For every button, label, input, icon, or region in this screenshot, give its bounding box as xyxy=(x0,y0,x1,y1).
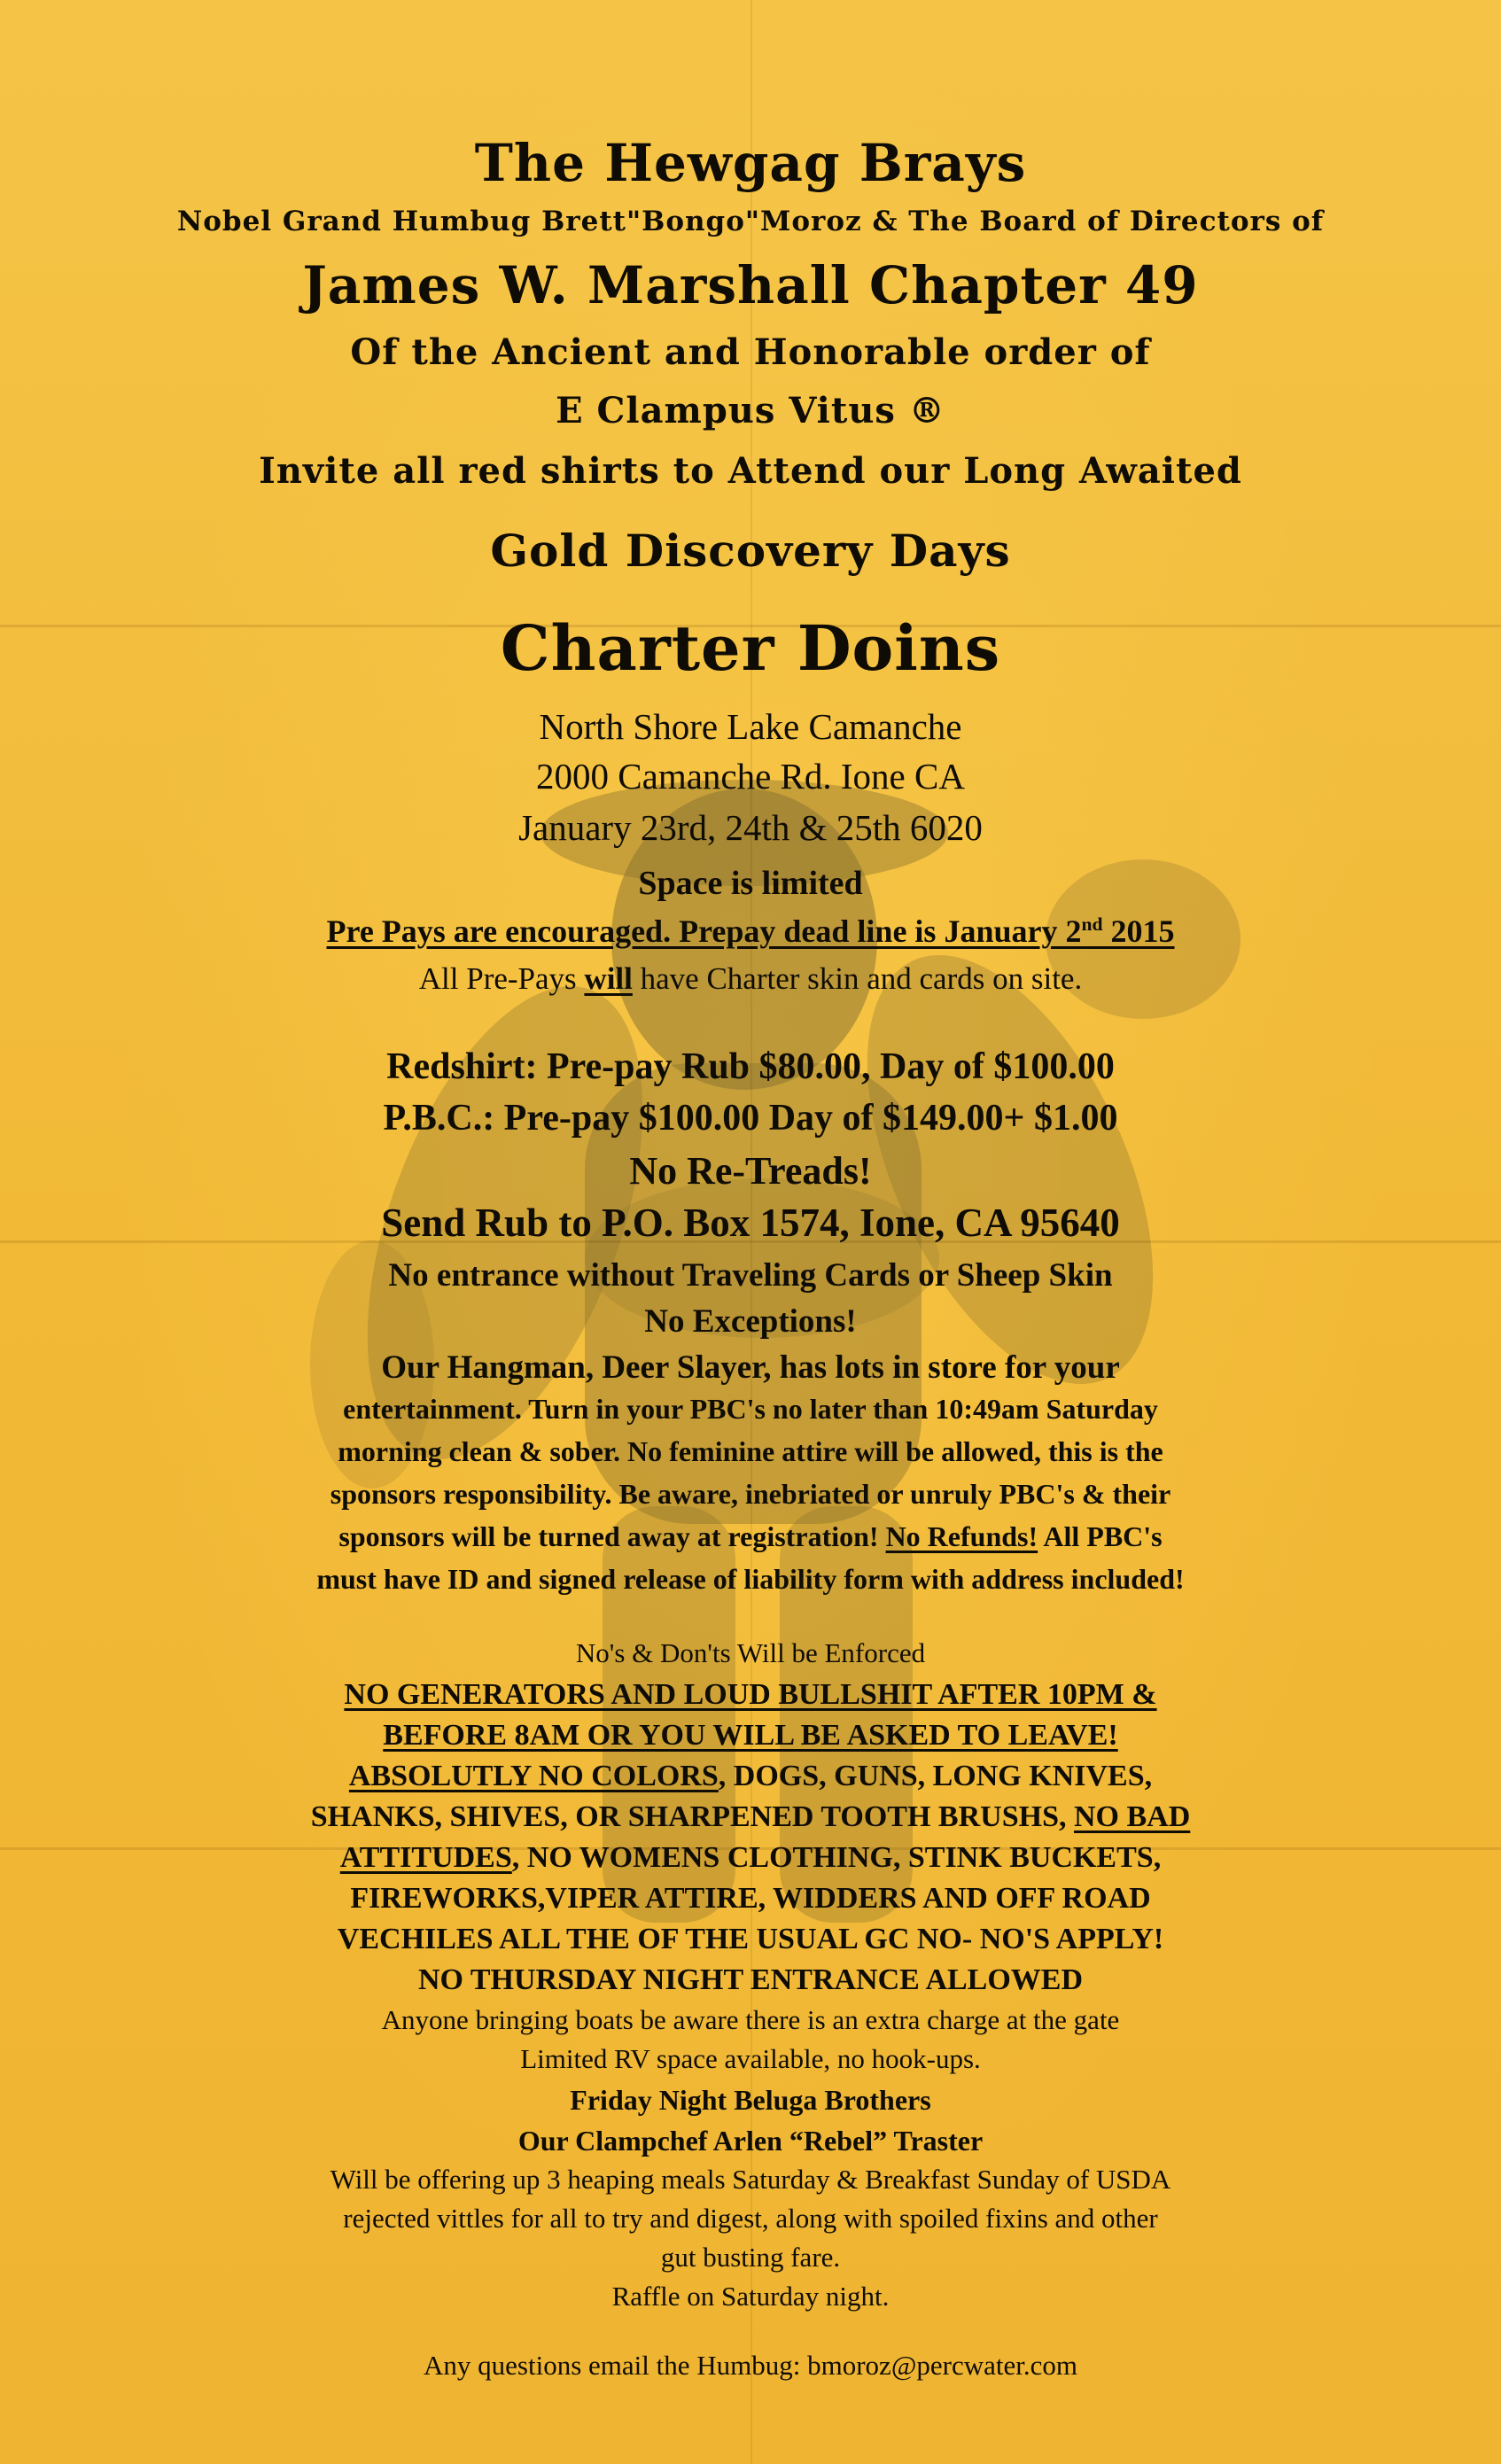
send-rub-address: Send Rub to P.O. Box 1574, Ione, CA 95640 xyxy=(381,1201,1120,1245)
raffle-note: Raffle on Saturday night. xyxy=(611,2281,890,2312)
order-name: E Clampus Vitus ® xyxy=(556,390,945,431)
order-line: Of the Ancient and Honorable order of xyxy=(350,331,1151,373)
rule-line: NO THURSDAY NIGHT ENTRANCE ALLOWED xyxy=(417,1963,1084,1996)
no-entrance: No entrance without Traveling Cards or Sheep Skin xyxy=(388,1257,1113,1294)
venue-location: North Shore Lake Camanche xyxy=(539,706,962,747)
flyer-title: The Hewgag Brays xyxy=(474,133,1027,193)
boats-note: Anyone bringing boats be aware there is an extra charge at the gate xyxy=(381,2004,1120,2035)
hangman-text: morning clean & sober. No feminine attire will be allowed, this is the xyxy=(338,1435,1163,1467)
hosts-line: Nobel Grand Humbug Brett"Bongo"Moroz & The Board of Directors of xyxy=(176,206,1325,237)
event-name: Charter Doins xyxy=(500,611,1001,685)
space-limited: Space is limited xyxy=(638,865,863,902)
hangman-text: must have ID and signed release of liability form with address included! xyxy=(316,1563,1185,1595)
hangman-text: sponsors responsibility. Be aware, inebriated or unruly PBC's & their xyxy=(330,1478,1171,1510)
clampchef: Our Clampchef Arlen “Rebel” Traster xyxy=(517,2125,984,2157)
rule-line: ATTITUDES, NO WOMENS CLOTHING, STINK BUCKETS, xyxy=(339,1841,1162,1874)
no-exceptions: No Exceptions! xyxy=(644,1303,857,1340)
prepay-note: All Pre-Pays will have Charter skin and cards on site. xyxy=(418,961,1083,996)
no-retreads: No Re-Treads! xyxy=(629,1149,872,1193)
redshirt-price: Redshirt: Pre-pay Rub $80.00, Day of $100.00 xyxy=(386,1046,1115,1087)
hangman-text: sponsors will be turned away at registration! No Refunds! All PBC's xyxy=(338,1520,1163,1552)
meals-text: gut busting fare. xyxy=(660,2242,841,2273)
contact-email: Any questions email the Humbug: bmoroz@percwater.com xyxy=(424,2350,1077,2381)
prepay-deadline: Pre Pays are encouraged. Prepay dead line is January 2nd 2015 xyxy=(326,913,1175,949)
rule-line: VECHILES ALL THE OF THE USUAL GC NO- NO'S APPLY! xyxy=(337,1923,1164,1955)
meals-text: rejected vittles for all to try and digest, along with spoiled fixins and other xyxy=(343,2203,1158,2234)
rule-line: SHANKS, SHIVES, OR SHARPENED TOOTH BRUSHS, NO BAD xyxy=(310,1800,1191,1833)
chapter-name: James W. Marshall Chapter 49 xyxy=(302,255,1199,315)
rv-note: Limited RV space available, no hook-ups. xyxy=(520,2043,981,2074)
pbc-price: P.B.C.: Pre-pay $100.00 Day of $149.00+ $1.00 xyxy=(383,1098,1118,1139)
rules-intro: No's & Don'ts Will be Enforced xyxy=(575,1637,926,1668)
event-dates: January 23rd, 24th & 25th 6020 xyxy=(518,807,983,848)
rule-line: NO GENERATORS AND LOUD BULLSHIT AFTER 10PM & xyxy=(344,1678,1157,1711)
venue-address: 2000 Camanche Rd. Ione CA xyxy=(536,756,965,797)
rule-line: FIREWORKS,VIPER ATTIRE, WIDDERS AND OFF ROAD xyxy=(350,1882,1151,1915)
hangman-text: entertainment. Turn in your PBC's no later than 10:49am Saturday xyxy=(343,1393,1158,1425)
event-line: Gold Discovery Days xyxy=(490,525,1011,577)
meals-text: Will be offering up 3 heaping meals Saturday & Breakfast Sunday of USDA xyxy=(330,2164,1171,2195)
hangman-text: Our Hangman, Deer Slayer, has lots in store for your xyxy=(381,1349,1120,1386)
rule-line: BEFORE 8AM OR YOU WILL BE ASKED TO LEAVE! xyxy=(383,1719,1118,1752)
friday-entertainment: Friday Night Beluga Brothers xyxy=(570,2084,931,2116)
invite-line: Invite all red shirts to Attend our Long Awaited xyxy=(259,450,1242,492)
rule-line: ABSOLUTLY NO COLORS, DOGS, GUNS, LONG KNIVES, xyxy=(348,1760,1153,1792)
